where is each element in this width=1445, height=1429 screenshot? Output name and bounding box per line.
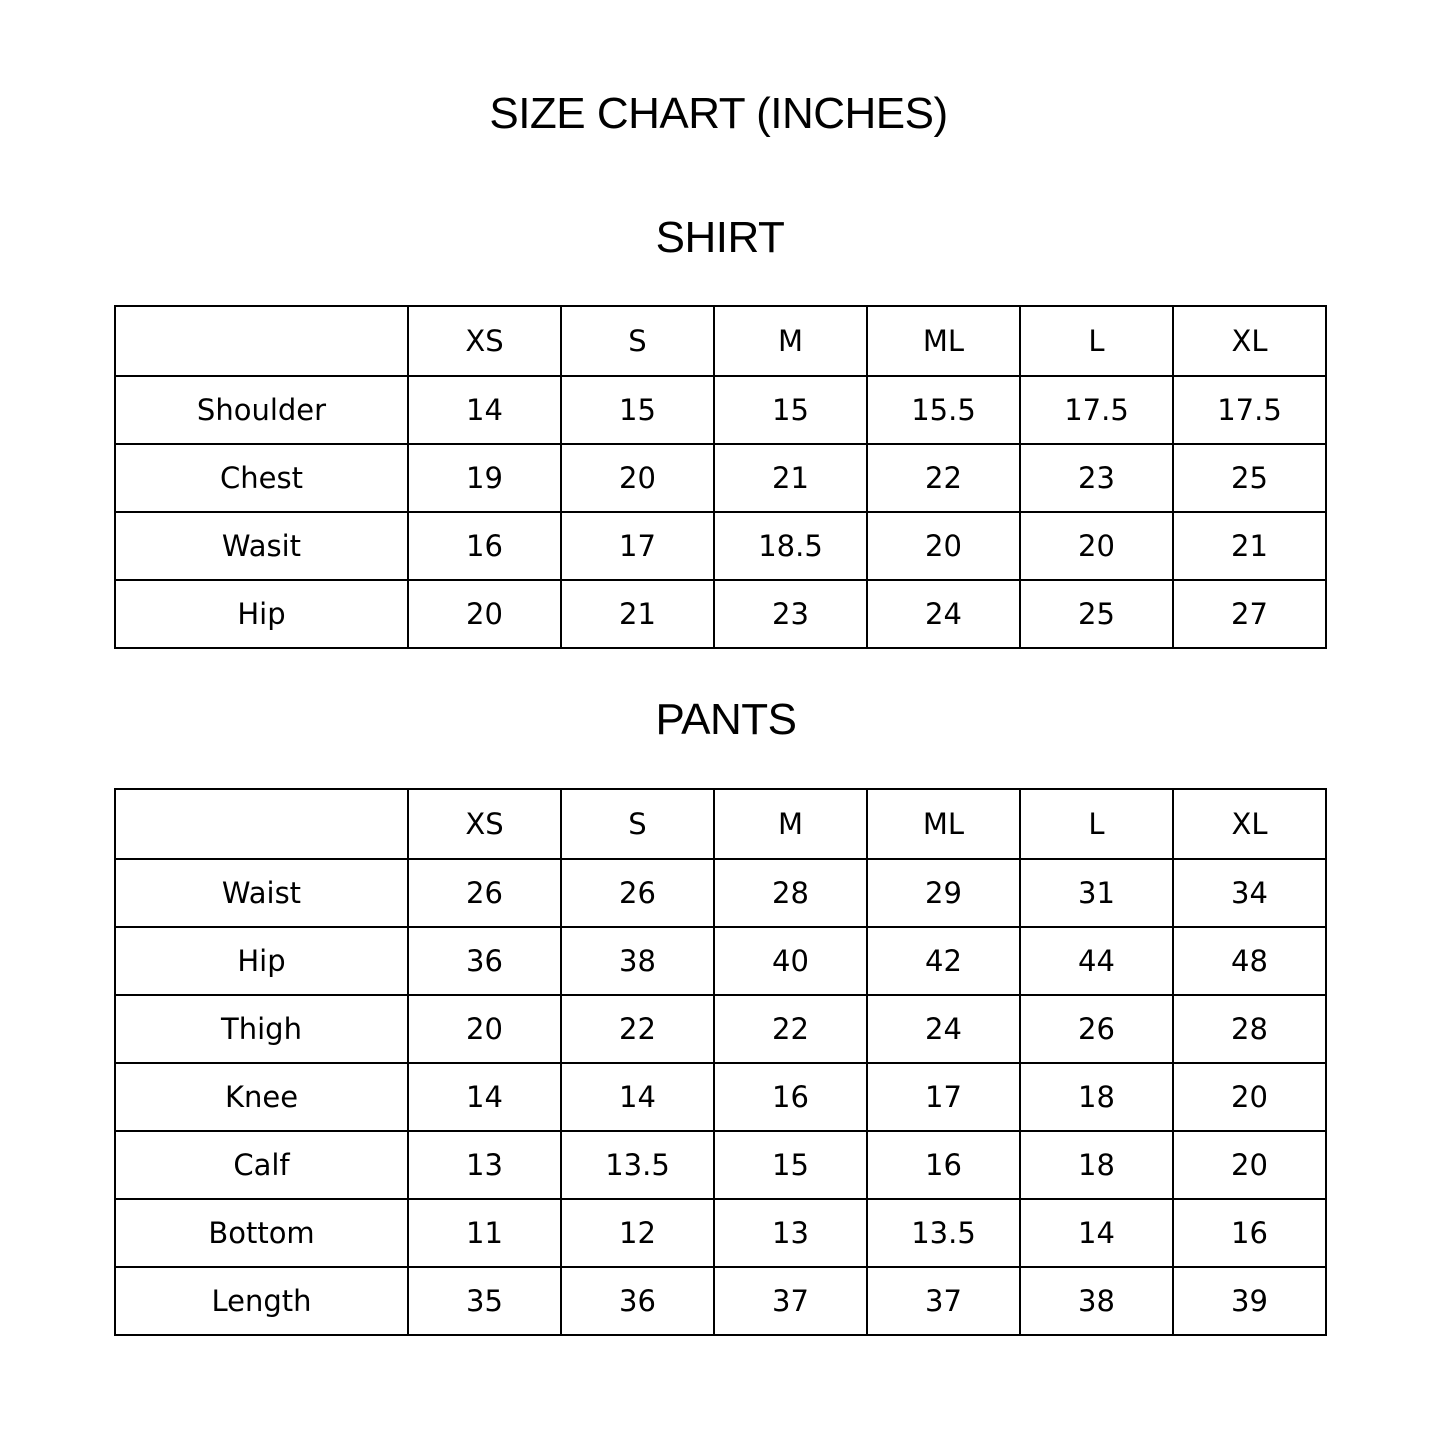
pants-measurement-value: 13 — [408, 1131, 561, 1199]
pants-measurement-value: 16 — [1173, 1199, 1326, 1267]
pants-measurement-value: 38 — [561, 927, 714, 995]
pants-measurement-value: 31 — [1020, 859, 1173, 927]
shirt-measurement-value: 24 — [867, 580, 1020, 648]
shirt-measurement-value: 15 — [714, 376, 867, 444]
pants-measurement-label: Calf — [115, 1131, 408, 1199]
pants-measurement-value: 13 — [714, 1199, 867, 1267]
pants-measurement-label: Waist — [115, 859, 408, 927]
shirt-measurement-value: 20 — [408, 580, 561, 648]
shirt-corner-cell — [115, 306, 408, 376]
pants-size-header: L — [1020, 789, 1173, 859]
shirt-measurement-value: 21 — [714, 444, 867, 512]
shirt-measurement-label: Hip — [115, 580, 408, 648]
pants-table-row — [115, 927, 1326, 995]
shirt-measurement-value: 18.5 — [714, 512, 867, 580]
pants-measurement-value: 15 — [714, 1131, 867, 1199]
shirt-measurement-value: 21 — [1173, 512, 1326, 580]
pants-measurement-value: 34 — [1173, 859, 1326, 927]
pants-measurement-value: 11 — [408, 1199, 561, 1267]
pants-size-header: ML — [867, 789, 1020, 859]
shirt-measurement-value: 19 — [408, 444, 561, 512]
shirt-table-row — [115, 376, 1326, 444]
shirt-measurement-value: 23 — [1020, 444, 1173, 512]
pants-size-header: XL — [1173, 789, 1326, 859]
pants-measurement-value: 20 — [1173, 1063, 1326, 1131]
shirt-measurement-value: 16 — [408, 512, 561, 580]
shirt-measurement-value: 15 — [561, 376, 714, 444]
shirt-size-header: XS — [408, 306, 561, 376]
shirt-measurement-value: 23 — [714, 580, 867, 648]
shirt-table-row — [115, 444, 1326, 512]
shirt-measurement-label: Wasit — [115, 512, 408, 580]
shirt-measurement-label: Shoulder — [115, 376, 408, 444]
page-title: SIZE CHART (INCHES) — [489, 89, 948, 138]
shirt-measurement-value: 20 — [1020, 512, 1173, 580]
pants-measurement-value: 22 — [714, 995, 867, 1063]
shirt-measurement-value: 14 — [408, 376, 561, 444]
pants-measurement-value: 39 — [1173, 1267, 1326, 1335]
shirt-measurement-value: 17 — [561, 512, 714, 580]
pants-measurement-value: 44 — [1020, 927, 1173, 995]
pants-measurement-value: 13.5 — [561, 1131, 714, 1199]
pants-measurement-value: 37 — [867, 1267, 1020, 1335]
shirt-size-header: M — [714, 306, 867, 376]
shirt-measurement-label: Chest — [115, 444, 408, 512]
pants-measurement-value: 26 — [1020, 995, 1173, 1063]
pants-measurement-label: Thigh — [115, 995, 408, 1063]
pants-header-row — [115, 789, 1326, 859]
pants-measurement-value: 37 — [714, 1267, 867, 1335]
pants-table-row — [115, 1267, 1326, 1335]
pants-measurement-value: 18 — [1020, 1063, 1173, 1131]
pants-measurement-value: 14 — [408, 1063, 561, 1131]
pants-measurement-value: 48 — [1173, 927, 1326, 995]
pants-measurement-value: 28 — [1173, 995, 1326, 1063]
pants-measurement-value: 24 — [867, 995, 1020, 1063]
shirt-measurement-value: 21 — [561, 580, 714, 648]
pants-measurement-value: 20 — [408, 995, 561, 1063]
pants-measurement-value: 17 — [867, 1063, 1020, 1131]
pants-measurement-value: 14 — [561, 1063, 714, 1131]
pants-measurement-value: 29 — [867, 859, 1020, 927]
shirt-size-table — [114, 305, 1327, 649]
shirt-measurement-value: 17.5 — [1173, 376, 1326, 444]
shirt-measurement-value: 17.5 — [1020, 376, 1173, 444]
pants-measurement-value: 36 — [408, 927, 561, 995]
pants-size-header: M — [714, 789, 867, 859]
pants-section-title: PANTS — [655, 695, 797, 744]
pants-measurement-value: 16 — [714, 1063, 867, 1131]
pants-measurement-value: 13.5 — [867, 1199, 1020, 1267]
pants-measurement-value: 14 — [1020, 1199, 1173, 1267]
shirt-size-header: XL — [1173, 306, 1326, 376]
pants-measurement-value: 35 — [408, 1267, 561, 1335]
shirt-measurement-value: 22 — [867, 444, 1020, 512]
pants-measurement-value: 28 — [714, 859, 867, 927]
pants-measurement-label: Length — [115, 1267, 408, 1335]
pants-measurement-value: 20 — [1173, 1131, 1326, 1199]
pants-size-header: S — [561, 789, 714, 859]
pants-size-header: XS — [408, 789, 561, 859]
pants-measurement-label: Hip — [115, 927, 408, 995]
pants-measurement-value: 40 — [714, 927, 867, 995]
pants-measurement-value: 12 — [561, 1199, 714, 1267]
pants-measurement-value: 16 — [867, 1131, 1020, 1199]
pants-measurement-value: 26 — [561, 859, 714, 927]
pants-size-table — [114, 788, 1327, 1336]
shirt-table-row — [115, 580, 1326, 648]
shirt-table-row — [115, 512, 1326, 580]
pants-table-row — [115, 1131, 1326, 1199]
shirt-header-row — [115, 306, 1326, 376]
pants-measurement-value: 22 — [561, 995, 714, 1063]
pants-table-row — [115, 1063, 1326, 1131]
shirt-size-header: S — [561, 306, 714, 376]
shirt-size-header: L — [1020, 306, 1173, 376]
pants-table-row — [115, 995, 1326, 1063]
pants-measurement-value: 18 — [1020, 1131, 1173, 1199]
pants-measurement-value: 36 — [561, 1267, 714, 1335]
pants-measurement-value: 38 — [1020, 1267, 1173, 1335]
shirt-size-header: ML — [867, 306, 1020, 376]
shirt-measurement-value: 25 — [1020, 580, 1173, 648]
shirt-measurement-value: 15.5 — [867, 376, 1020, 444]
shirt-section-title: SHIRT — [655, 213, 785, 262]
shirt-measurement-value: 25 — [1173, 444, 1326, 512]
pants-measurement-label: Knee — [115, 1063, 408, 1131]
shirt-measurement-value: 20 — [561, 444, 714, 512]
pants-measurement-value: 26 — [408, 859, 561, 927]
pants-measurement-value: 42 — [867, 927, 1020, 995]
shirt-measurement-value: 27 — [1173, 580, 1326, 648]
pants-table-row — [115, 1199, 1326, 1267]
shirt-measurement-value: 20 — [867, 512, 1020, 580]
pants-corner-cell — [115, 789, 408, 859]
pants-table-row — [115, 859, 1326, 927]
pants-measurement-label: Bottom — [115, 1199, 408, 1267]
